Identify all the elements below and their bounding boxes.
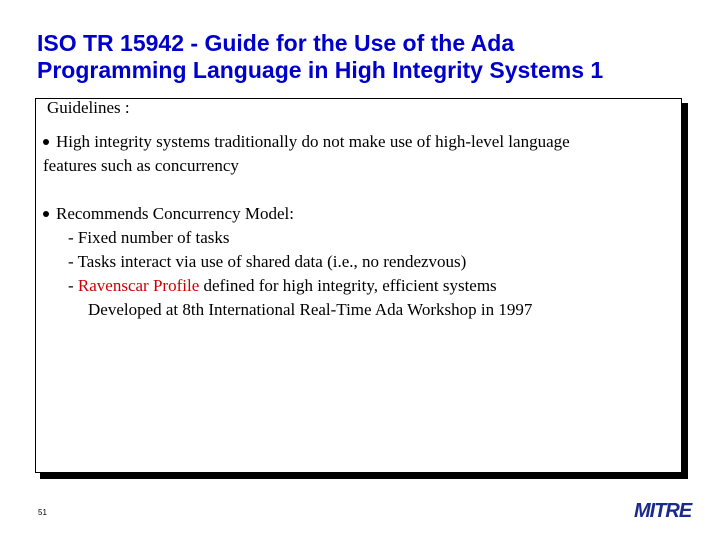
- bullet-item-1-continued: features such as concurrency: [43, 156, 239, 175]
- page-number: 51: [38, 508, 47, 517]
- title-line-2: Programming Language in High Integrity Systems 1: [37, 57, 604, 83]
- sub-item-1: - Fixed number of tasks: [68, 228, 230, 247]
- bullet-icon: [43, 139, 49, 145]
- mitre-logo: MITRE: [634, 500, 692, 522]
- bullet-item-1: [43, 130, 570, 154]
- sub-item-2: - Tasks interact via use of shared data (i.e., no rendezvous): [68, 252, 467, 271]
- sub-item-3: [68, 274, 497, 298]
- title-line-1: ISO TR 15942 - Guide for the Use of the Ada: [37, 30, 515, 56]
- sub-item-3-prefix: -: [68, 276, 78, 295]
- sub-item-3-rest: defined for high integrity, efficient systems: [199, 276, 497, 295]
- bullet-2-text: Recommends Concurrency Model:: [56, 204, 294, 223]
- sub-item-4: Developed at 8th International Real-Time Ada Workshop in 1997: [88, 300, 533, 319]
- bullet-item-2: [43, 202, 294, 226]
- ravenscar-profile-link[interactable]: Ravenscar Profile: [77, 276, 200, 295]
- bullet-1-text: High integrity systems traditionally do not make use of high-level language: [56, 132, 570, 151]
- bullet-icon: [43, 211, 49, 217]
- guidelines-heading: Guidelines :: [47, 98, 130, 117]
- slide-title: [37, 30, 697, 84]
